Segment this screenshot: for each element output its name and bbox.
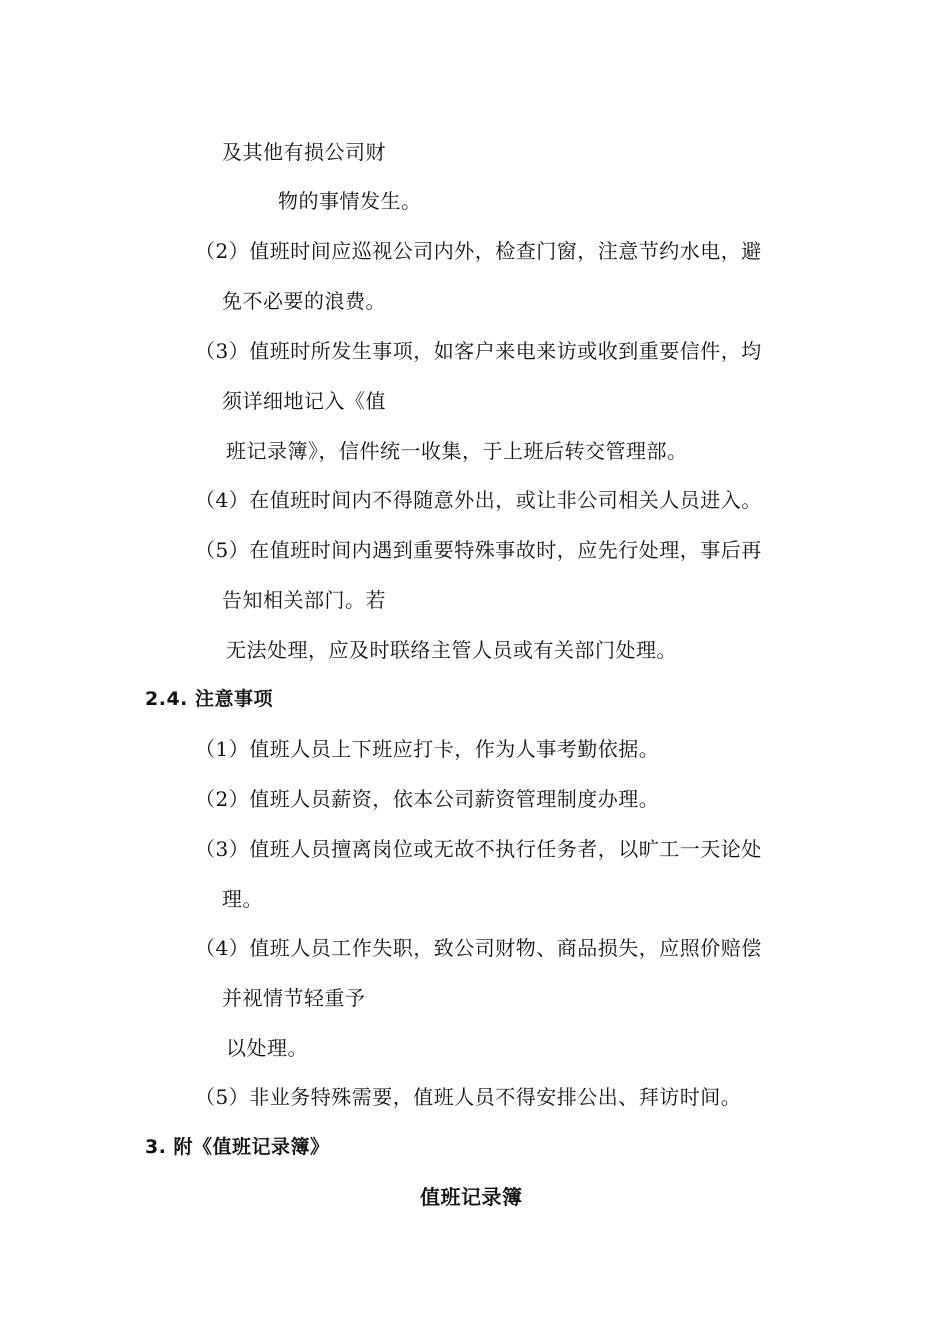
- form-title: 值班记录簿: [420, 1185, 523, 1209]
- list-item-line: （1）值班人员上下班应打卡，作为人事考勤依据。: [195, 737, 660, 761]
- list-item-line: （3）值班人员擅离岗位或无故不执行任务者，以旷工一天论处: [195, 837, 762, 861]
- text-line: 及其他有损公司财: [222, 140, 386, 164]
- list-item-line: 并视情节轻重予: [222, 986, 366, 1010]
- list-item-line: 免不必要的浪费。: [222, 289, 386, 313]
- list-item-line: 须详细地记入《值: [222, 389, 386, 413]
- list-item-line: （2）值班人员薪资，依本公司薪资管理制度办理。: [195, 787, 660, 811]
- list-item-line: （5）非业务特殊需要，值班人员不得安排公出、拜访时间。: [195, 1085, 742, 1109]
- list-item-line: 以处理。: [226, 1036, 308, 1060]
- list-item-line: （5）在值班时间内遇到重要特殊事故时，应先行处理，事后再: [195, 538, 762, 562]
- list-item-line: 理。: [222, 887, 263, 911]
- list-item-line: 班记录簿》，信件统一收集，于上班后转交管理部。: [226, 439, 688, 463]
- list-item-line: 无法处理，应及时联络主管人员或有关部门处理。: [226, 638, 677, 662]
- list-item-line: （2）值班时间应巡视公司内外，检查门窗，注意节约水电，避: [195, 239, 762, 263]
- section-heading: 2.4. 注意事项: [145, 688, 273, 710]
- list-item-line: （4）在值班时间内不得随意外出，或让非公司相关人员进入。: [195, 488, 762, 512]
- text-line: 物的事情发生。: [278, 189, 422, 213]
- list-item-line: （3）值班时所发生事项，如客户来电来访或收到重要信件，均: [195, 339, 762, 363]
- list-item-line: （4）值班人员工作失职，致公司财物、商品损失，应照价赔偿: [195, 936, 762, 960]
- section-heading: 3. 附《值班记录簿》: [145, 1136, 330, 1158]
- list-item-line: 告知相关部门。若: [222, 588, 386, 612]
